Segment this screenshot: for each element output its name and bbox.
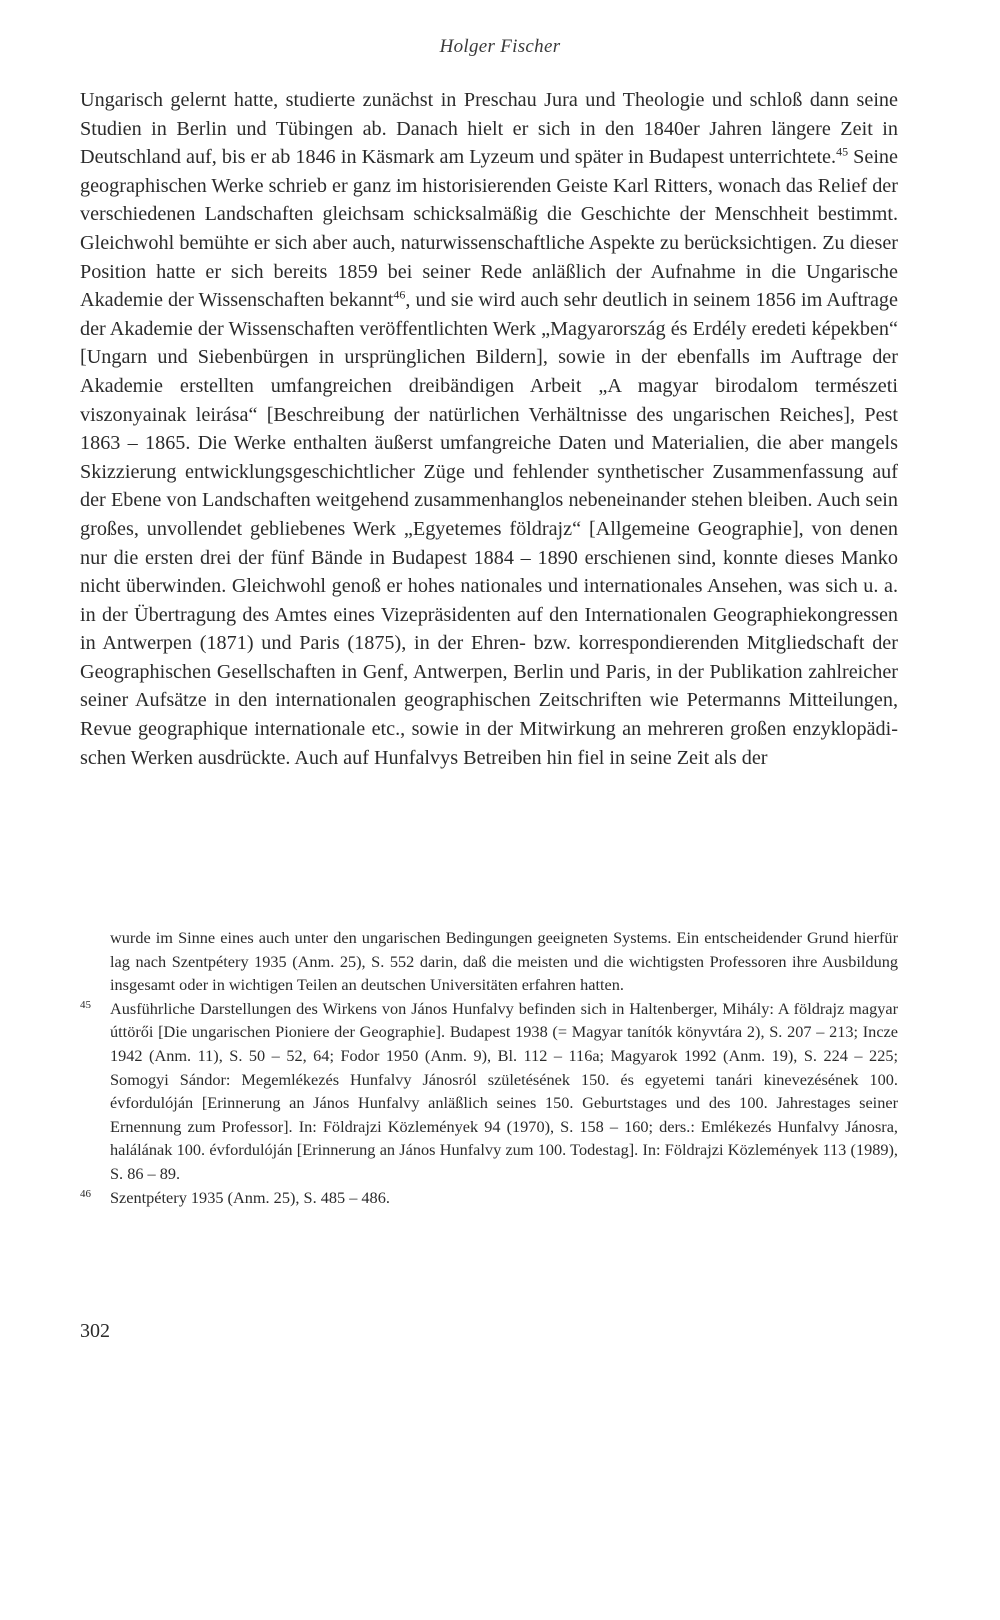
footnote-46 [80,1186,898,1210]
footnote-text-45: Ausführliche Darstellungen des Wirkens von János Hunfalvy befinden sich in Haltenberger, Mihály: A földrajz magyar úttörői [Die ungarischen Pioniere der Geographie]. Budapest 1938 (= Magyar tanítók könyvtára 2), S. 207 – 213; Incze 1942 (Anm. 11), S. 50 – 52, 64; Fodor 1950 (Anm. 9), Bl. 112 – 116a; Magyarok 1992 (Anm. 19), S. 224 – 225; Somogyi Sándor: Megemlékezés Hunfalvy Jánosról születésének 150. és egyetemi tanári kinevezésének 100. évfordulóján [Erinnerung an János Hunfalvy anläßlich seines 150. Geburtstages und des 100. Jahrestages seiner Ernennung zum Professor]. In: Földrajzi Közlemények 94 (1970), S. 158 – 160; ders.: Emlékezés Hunfalvy Jánosra, halálának 100. évfordulóján [Erinnerung an János Hunfalvy zum 100. Todestag]. In: Földrajzi Közlemények 113 (1989), S. 86 – 89. [110,998,898,1183]
footnote-text-46: Szentpétery 1935 (Anm. 25), S. 485 – 486. [110,1187,390,1207]
footnote-marker-46: 46 [80,1187,91,1200]
body-text-part-1: Ungarisch gelernt hatte, studierte zunächst in Preschau Jura und Theologie und schloß dann seine Studien in Berlin und Tübingen ab. Danach hielt er sich in den 1840er Jahren längere Zeit in Deutschland auf, bis er ab 1846 in Käsmark am Lyzeum und später in Budapest unterrichtete. [80,89,898,169]
body-text [80,86,898,772]
running-head: Holger Fischer [439,36,561,57]
footnote-continuation-text: wurde im Sinne eines auch unter den ungarischen Bedingungen geeigneten Systems. Ein entscheidender Grund hierfür lag nach Szentpétery 1935 (Anm. 25), S. 552 darin, daß die meisten und die wichtigsten Professoren ihre Ausbildung insgesamt oder in wichtigen Teilen an deutschen Universitäten erfahren hatten. [110,928,898,995]
page-number: 302 [80,1320,110,1342]
footnote-ref-46: 46 [393,287,406,302]
footnote-marker-45: 45 [80,998,91,1011]
body-text-part-2: Seine geographischen Werke schrieb er ganz im historisierenden Geiste Karl Ritters, wonach das Relief der verschiedenen Landschaften gleichsam schicksalmäßig die Geschichte der Menschheit bestimmt. Gleichwohl bemühte er sich aber auch, naturwissenschaftliche Aspekte zu berücksichtigen. Zu dieser Position hatte er sich bereits 1859 bei seiner Rede anläßlich der Aufnahme in die Ungarische Akademie der Wissenschaften bekannt [80,146,898,312]
footnote-ref-45: 45 [836,144,849,159]
footnote-continuation [80,926,898,997]
footnotes-section [80,926,898,1209]
footnote-45 [80,997,898,1186]
body-paragraph [80,86,898,772]
body-text-part-3: , und sie wird auch sehr deutlich in seinem 1856 im Auftrage der Akademie der Wissenschaften veröffentlichten Werk „Magyarország és Erdély eredeti képekben“ [Ungarn und Siebenbürgen in ursprünglichen Bildern], sowie in der ebenfalls im Auftrage der Akademie erstellten umfangreichen dreibändigen Arbeit „A magyar birodalom természeti viszonyainak leirása“ [Beschreibung der natürlichen Verhältnisse des ungarischen Reiches], Pest 1863 – 1865. Die Werke enthalten äußerst umfangreiche Daten und Materialien, die aber mangels Skizzierung entwicklungsgeschichtlicher Züge und fehlender synthetischer Zusammenfassung auf der Ebene von Landschaften weitgehend zusammenhanglos nebeneinander stehen bleiben. Auch sein großes, unvollendet gebliebenes Werk „Egyetemes földrajz“ [Allgemeine Geographie], von denen nur die ersten drei der fünf Bände in Budapest 1884 – 1890 erschienen sind, konnte dieses Manko nicht überwinden. Gleichwohl genoß er hohes nationales und internationales Ansehen, was sich u. a. in der Übertragung des Amtes eines Vizepräsidenten auf den Internationalen Geographiekongressen in Antwerpen (1871) und Paris (1875), in der Ehren- bzw. korrespondierenden Mitgliedschaft der Geographischen Gesellschaften in Genf, Antwerpen, Berlin und Paris, in der Publikation zahlreicher seiner Aufsätze in den internationalen geographischen Zeitschriften wie Petermanns Mitteilungen, Revue geographique internationale etc., sowie in der Mitwirkung an mehreren großen enzyklopädischen Werken ausdrückte. Auch auf Hunfalvys Betreiben hin fiel in seine Zeit als der [80,289,898,769]
